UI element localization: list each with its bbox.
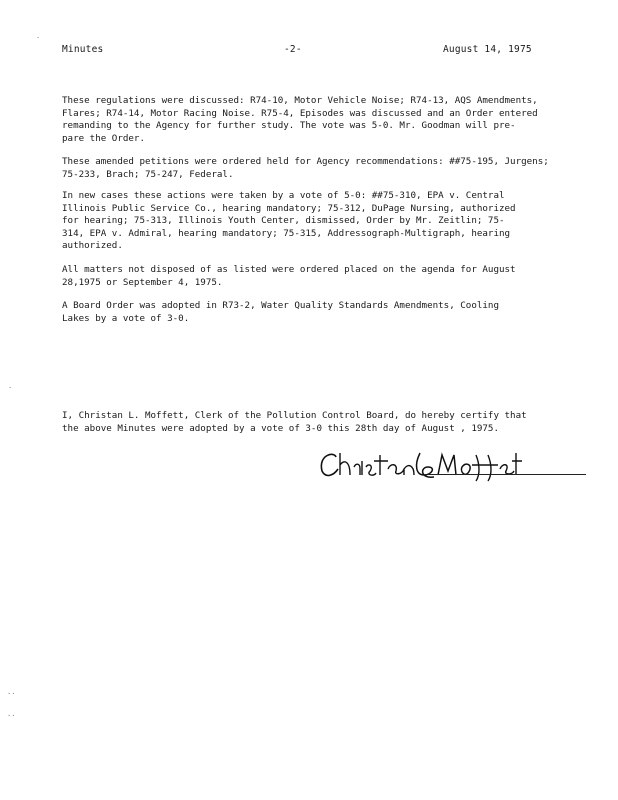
- paragraph-matters: All matters not disposed of as listed were ordered placed on the agenda for August 28,1975 or September 4, 1975.: [62, 264, 516, 288]
- scan-mark: ·: [36, 34, 41, 42]
- certification-statement: I, Christan L. Moffett, Clerk of the Pollution Control Board, do hereby certify that the above Minutes were adopted by a vote of 3-0 this 28th day of August , 1975.: [62, 410, 527, 434]
- scan-mark: ··: [7, 712, 16, 720]
- header-title: Minutes: [62, 44, 104, 55]
- scan-mark: ·: [8, 384, 13, 392]
- paragraph-regulations: These regulations were discussed: R74-10, Motor Vehicle Noise; R74-13, AQS Amendments, Flares; R74-14, Motor Racing Noise. R75-4, Episodes was discussed and an Order entered remanding to the Agency for further study. The vote was 5-0. Mr. Goodman will pre- pare the Order.: [62, 95, 538, 144]
- paragraph-amended-petitions: These amended petitions were ordered held for Agency recommendations: ##75-195, Jurgens; 75-233, Brach; 75-247, Federal.: [62, 156, 549, 180]
- signature: [316, 445, 586, 485]
- page-number: -2-: [284, 44, 302, 55]
- signature-line: [428, 474, 586, 475]
- paragraph-board-order: A Board Order was adopted in R73-2, Water Quality Standards Amendments, Cooling Lakes by a vote of 3-0.: [62, 300, 499, 324]
- paragraph-new-cases: In new cases these actions were taken by a vote of 5-0: ##75-310, EPA v. Central Illinois Public Service Co., hearing mandatory; 75-312, DuPage Nursing, authorized for hearing; 75-313, Illinois Youth Center, dismissed, Order by Mr. Zeitlin; 75- 314, EPA v. Admiral, hearing mandatory; 75-315, Addressograph-Multigraph, hearing authorized.: [62, 190, 516, 252]
- scan-mark: ··: [7, 690, 16, 698]
- header-date: August 14, 1975: [443, 44, 532, 55]
